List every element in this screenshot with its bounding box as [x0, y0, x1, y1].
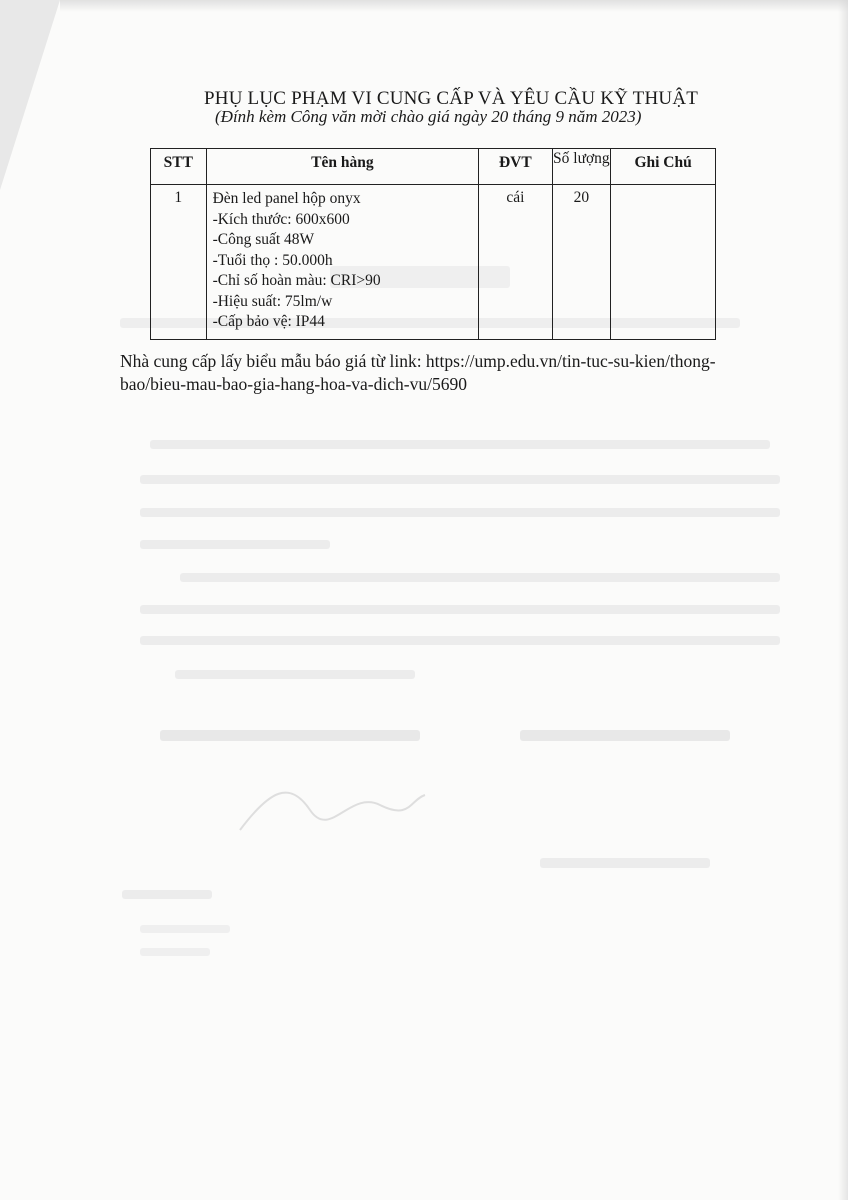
header-stt: STT	[151, 149, 207, 185]
items-table	[150, 148, 716, 340]
row-unit: cái	[479, 185, 552, 340]
item-name-line: Đèn led panel hộp onyx	[212, 190, 361, 207]
item-spec-size: -Kích thước: 600x600	[212, 210, 350, 228]
scan-right-shadow	[838, 0, 848, 1200]
item-spec-lifetime: -Tuổi thọ : 50.000h	[212, 251, 333, 269]
scan-top-shadow	[60, 0, 848, 12]
row-note	[611, 185, 716, 340]
document-title: PHỤ LỤC PHẠM VI CUNG CẤP VÀ YÊU CẦU KỸ THUẬT	[204, 88, 699, 109]
header-note: Ghi Chú	[611, 149, 716, 185]
header-item-name: Tên hàng	[206, 149, 479, 185]
row-item-name	[206, 185, 479, 340]
item-spec-efficiency: -Hiệu suất: 75lm/w	[212, 292, 333, 310]
item-spec-protection: -Cấp bảo vệ: IP44	[212, 313, 325, 330]
supplier-instruction	[120, 350, 780, 396]
table-row	[151, 185, 716, 340]
document-subtitle: (Đính kèm Công văn mời chào giá ngày 20 tháng 9 năm 2023)	[215, 107, 642, 126]
header-quantity: Số lượng	[552, 149, 611, 185]
scan-corner-shadow	[0, 0, 60, 190]
supplier-instruction-line-1: Nhà cung cấp lấy biểu mẫu báo giá từ link: https://ump.edu.vn/tin-tuc-su-kien/thong-	[120, 351, 716, 371]
supplier-instruction-line-2: bao/bieu-mau-bao-gia-hang-hoa-va-dich-vu/5690	[120, 374, 467, 394]
row-quantity: 20	[552, 185, 611, 340]
row-stt: 1	[151, 185, 207, 340]
item-spec-power: -Công suất 48W	[212, 231, 315, 248]
table-header-row	[151, 149, 716, 185]
item-spec-cri: -Chỉ số hoàn màu: CRI>90	[212, 272, 381, 289]
header-unit: ĐVT	[479, 149, 552, 185]
